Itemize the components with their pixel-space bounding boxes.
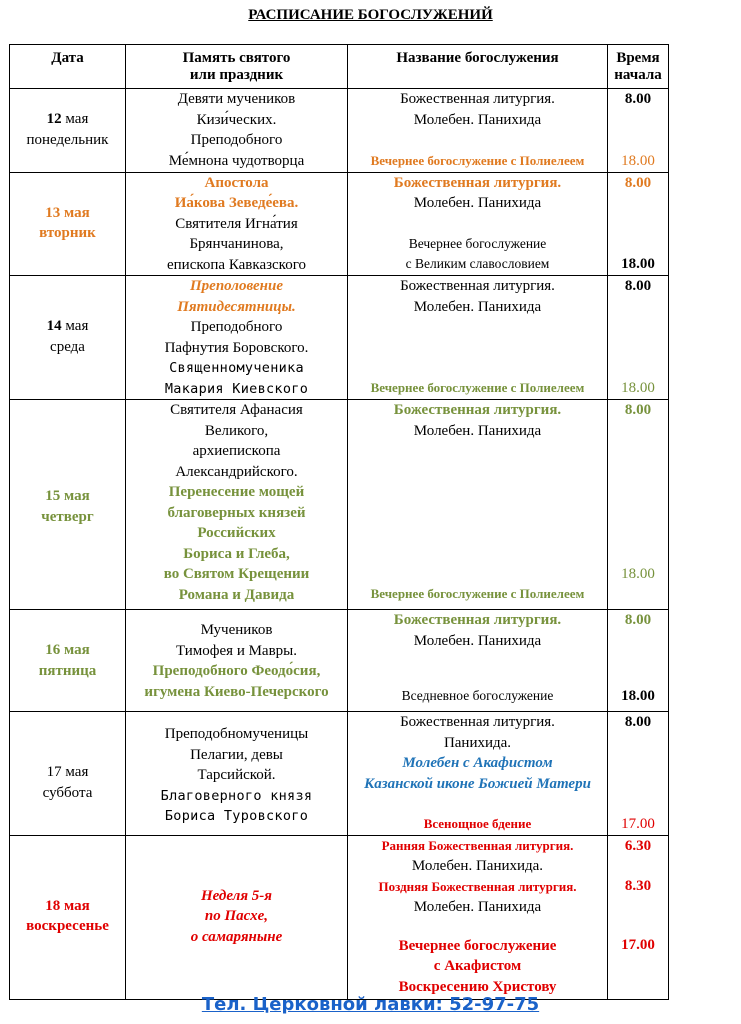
table-row: [10, 172, 669, 276]
date-cell: 14 мая среда: [10, 276, 126, 400]
service-cell: Божественная литургия. Молебен. Панихида Вечернее богослужение с Великим славословием: [348, 172, 608, 276]
memory-cell: Святителя Афанасия Великого, архиепископа Александрийского. Перенесение мощей благоверных князей Российских Бориса и Глеба, во Святом Крещении Романа и Давида: [126, 400, 348, 610]
memory-cell: Девяти мучеников Кизи́ческих. Преподобного Ме́мнона чудотворца: [126, 89, 348, 173]
date-cell: 13 мая вторник: [10, 172, 126, 276]
time-cell: 6.30 8.30 17.00: [608, 835, 669, 999]
service-cell: Божественная литургия. Молебен. Панихида Вечернее богослужение с Полиелеем: [348, 400, 608, 610]
date-cell: 12 мая понедельник: [10, 89, 126, 173]
memory-cell: Неделя 5-я по Пасхе, о самаряныне: [126, 835, 348, 999]
table-row: [10, 712, 669, 836]
schedule-table: [9, 44, 669, 1000]
table-row: [10, 400, 669, 610]
memory-cell: Преполовение Пятидесятницы. Преподобного Пафнутия Боровского. Священномученика Макария Киевского: [126, 276, 348, 400]
memory-cell: Мучеников Тимофея и Мавры. Преподобного Феодо́сия, игумена Киево-Печерского: [126, 610, 348, 712]
shop-phone: Тел. Церковной лавки: 52-97-75: [201, 994, 540, 1015]
service-cell: Ранняя Божественная литургия. Молебен. Панихида. Поздняя Божественная литургия. Молебен. Панихида Вечернее богослужение с Акафистом Воскресению Христову: [348, 835, 608, 999]
time-cell: 8.00 18.00: [608, 172, 669, 276]
table-row: [10, 610, 669, 712]
service-cell: Божественная литургия. Молебен. Панихида Вседневное богослужение: [348, 610, 608, 712]
table-row: [10, 276, 669, 400]
header-memory: Память святого или праздник: [126, 45, 348, 89]
date-cell: 16 мая пятница: [10, 610, 126, 712]
time-cell: 8.00 18.00: [608, 89, 669, 173]
date-cell: 17 мая суббота: [10, 712, 126, 836]
time-cell: 8.00 18.00: [608, 276, 669, 400]
table-row: [10, 89, 669, 173]
memory-cell: Апостола Иа́кова Зеведе́ева. Святителя Игна́тия Брянчанинова, епископа Кавказского: [126, 172, 348, 276]
header-time: Время начала: [608, 45, 669, 89]
time-cell: 8.00 18.00: [608, 610, 669, 712]
table-row: [10, 835, 669, 999]
service-cell: Божественная литургия. Молебен. Панихида Вечернее богослужение с Полиелеем: [348, 89, 608, 173]
memory-cell: Преподобномученицы Пелагии, девы Тарсийской. Благоверного князя Бориса Туровского: [126, 712, 348, 836]
header-date: Дата: [10, 45, 126, 89]
header-service: Название богослужения: [348, 45, 608, 89]
header-row: [10, 45, 669, 89]
date-cell: 15 мая четверг: [10, 400, 126, 610]
time-cell: 8.00 18.00: [608, 400, 669, 610]
time-cell: 8.00 17.00: [608, 712, 669, 836]
date-cell: 18 мая воскресенье: [10, 835, 126, 999]
service-cell: Божественная литургия. Молебен. Панихида Вечернее богослужение с Полиелеем: [348, 276, 608, 400]
service-cell: Божественная литургия. Панихида. Молебен с Акафистом Казанской иконе Божией Матери Всенощное бдение: [348, 712, 608, 836]
page-title: РАСПИСАНИЕ БОГОСЛУЖЕНИЙ: [248, 7, 493, 23]
